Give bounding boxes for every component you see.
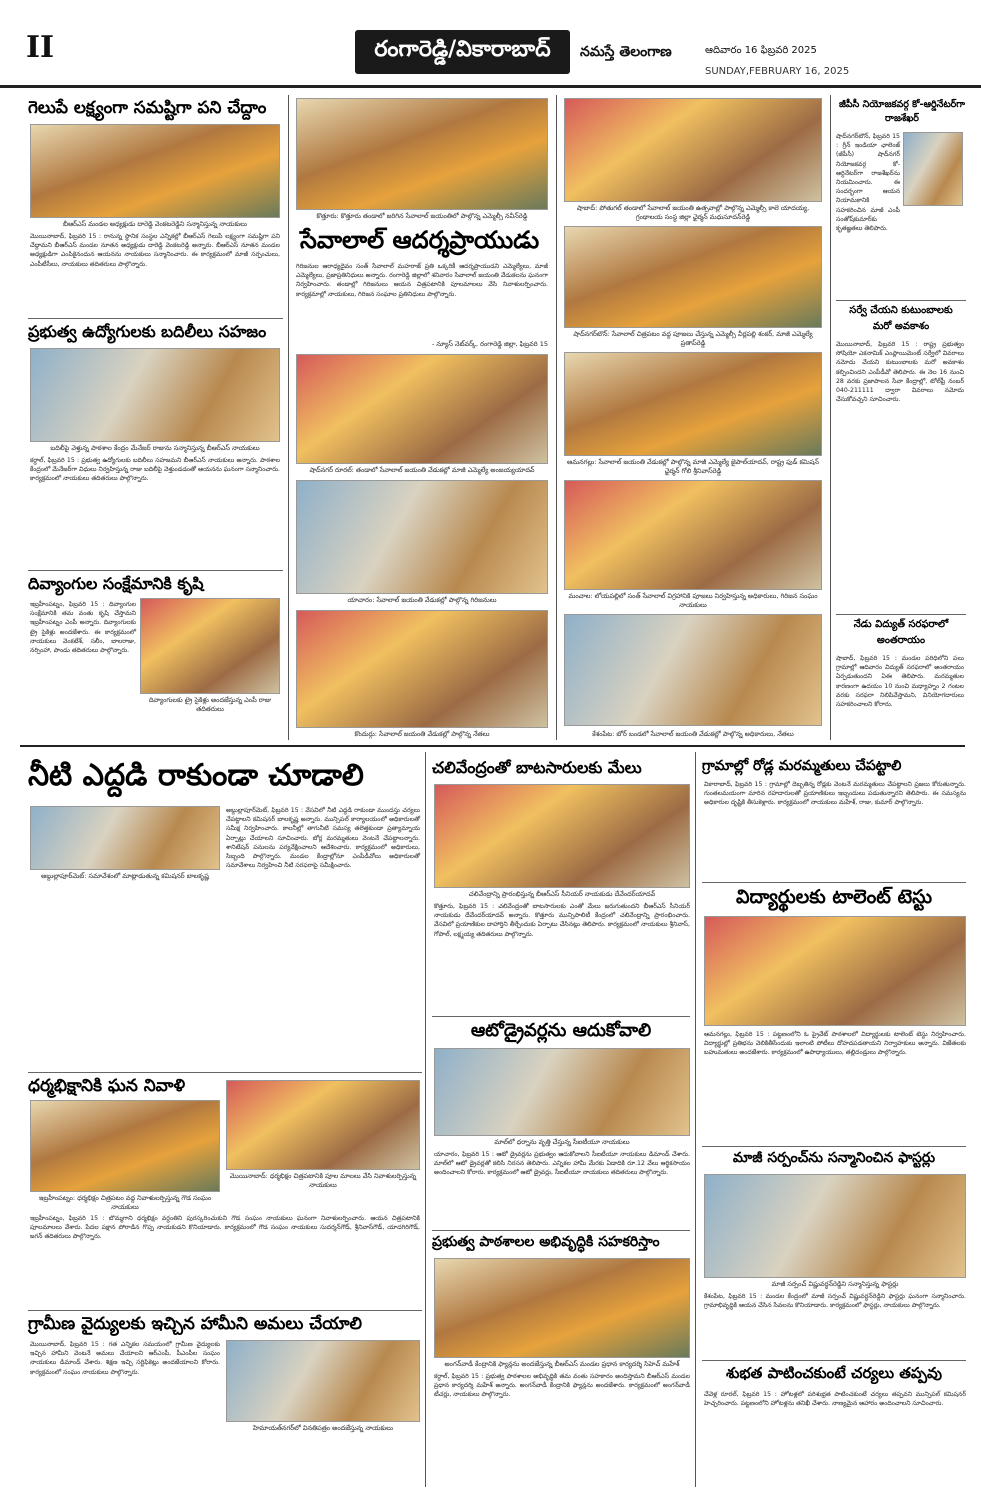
photo-ibrahimpatnam-tribute bbox=[30, 1100, 220, 1192]
article-body: చేవెళ్ల రూరల్, ఫిబ్రవరి 15 : హోటళ్లలో పరిశుభ్రత పాటించకుంటే చర్యలు తప్పవని మున్సిపల్ కమిషనర్ హెచ్చరించారు. పట్టణంలోని హోటళ్లను తనిఖీ చేశారు. నాణ్యమైన ఆహారం అందించాలని సూచించారు. bbox=[704, 1391, 966, 1408]
photo-caption: షాద్‌నగర్‌టౌన్: సేవాలాల్ చిత్రపటం వద్ద పూజలు చేస్తున్న ఎమ్మెల్సీ వీర్లపల్లి శంకర్, మాజీ ఎమ్మెల్యే ప్రతాప్‌రెడ్డి bbox=[573, 330, 813, 347]
photo-caption: యాచారం: సేవాలాల్ జయంతి వేడుకల్లో పాల్గొన్న గిరిజనులు bbox=[347, 596, 497, 604]
article-body: ఇబ్రహీంపట్నం, ఫిబ్రవరి 15 : దివ్యాంగుల సంక్షేమానికి తమ వంతు కృషి చేస్తామని ఇబ్రహీంపట్నం ఎంపీ అన్నారు. దివ్యాంగులకు ట్రై సైకిళ్లు అందజేశారు. ఈ కార్యక్రమంలో నాయకులు వెంకటేశ్, సలీం, బాలరాజు, నర్సింహా, పాండు తదితరులు పాల్గొన్నారు. bbox=[30, 601, 136, 655]
headline-road-repairs: గ్రామాల్లో రోడ్ల మరమ్మతులు చేపట్టాలి bbox=[702, 758, 902, 774]
headline-rural-doctors: గ్రామీణ వైద్యులకు ఇచ్చిన హామీని అమలు చేయాలి bbox=[28, 1314, 362, 1334]
headline-sarpanch-felicitation: మాజీ సర్పంచ్‌ను సన్మానించిన ఫాస్టర్లు bbox=[732, 1150, 936, 1166]
column-rule bbox=[556, 95, 557, 740]
article-body-continued bbox=[30, 884, 420, 1068]
photo-water-booth-opening bbox=[434, 784, 690, 888]
photo-citu-protest bbox=[434, 1048, 690, 1136]
edition-title: రంగారెడ్డి/వికారాబాద్ bbox=[355, 30, 570, 74]
photo-caption: మాజీ సర్పంచ్ విష్ణువర్ధన్‌రెడ్డిని సన్మానిస్తున్న ఫాస్టర్లు bbox=[771, 1280, 899, 1288]
photo-caption: మంచాల: లోయపల్లిలో సంత్ సేవాలాల్ విగ్రహానికి పూజలు నిర్వహిస్తున్న అధికారులు, గిరిజన సంఘం నాయకులు bbox=[568, 592, 818, 609]
photo-commissioner-meeting bbox=[30, 806, 220, 870]
headline-power-line1: నేడు విద్యుత్ సరఫరాలో bbox=[853, 619, 949, 630]
headline-survey-line2: మరో అవకాశం bbox=[872, 321, 930, 332]
headline-sevalal-ideal: సేవాలాల్ ఆదర్శప్రాయుడు bbox=[300, 226, 540, 254]
date-telugu: ఆదివారం 16 ఫిబ్రవరి 2025 bbox=[705, 45, 817, 56]
photo-yacharam bbox=[296, 480, 548, 594]
photo-caption: దివ్యాంగులకు ట్రై సైకిళ్లు అందజేస్తున్న ఎంపీ రాజు తదితరులు bbox=[148, 696, 272, 713]
photo-caption: చలివేంద్రాన్ని ప్రారంభిస్తున్న బీఆర్ఎస్ సీనియర్ నాయకుడు దేవేందర్‌యాదవ్ bbox=[468, 890, 656, 898]
headline-talent-test: విద్యార్థులకు టాలెంట్ టెస్టు bbox=[735, 886, 933, 908]
photo-caption: మొయినాబాద్: ధర్మభిక్షం చిత్రపటానికి పూల మాలలు వేసి నివాళులర్పిస్తున్న నాయకులు bbox=[229, 1172, 417, 1189]
headline-auto-drivers: ఆటోడ్రైవర్లను ఆదుకోవాలి bbox=[470, 1020, 652, 1041]
photo-pastors-felicitation bbox=[704, 1174, 966, 1278]
article-divider bbox=[432, 1230, 690, 1231]
article-body: మొయినాబాద్, ఫిబ్రవరి 15 : రాష్ట్ర ప్రభుత్వం సోషియో ఎకనామిక్ ఎంప్లాయిమెంట్ సర్వేలో వివరాలు నమోదు చేయని కుటుంబాలకు మరో అవకాశం కల్పించిందని ఎంపీడీవో తెలిపారు. ఈ నెల 16 నుంచి 28 వరకు ప్రజాపాలన సేవా కేంద్రాల్లో, టోల్‌ఫ్రీ నంబర్ 040-211111 ద్వారా వివరాలు నమోదు చేసుకోవచ్చని సూచించారు. bbox=[836, 341, 964, 404]
date-english: SUNDAY,FEBRUARY 16, 2025 bbox=[705, 66, 850, 77]
headline-gic-coordinator: జీపీసీ నియోజకవర్గ కో-ఆర్డినేటర్‌గా రాజశేఖర్ bbox=[838, 99, 966, 124]
photo-manchal bbox=[564, 480, 822, 590]
photo-caption: షాబాద్: పోతుగల్ తండాలో సేవాలాల్ జయంతి ఉత్సవాల్లో పాల్గొన్న ఎమ్మెల్సీ కాలె యాదయ్య, గ్రంథాలయ సంస్థ జిల్లా ఛైర్మన్ మధుసూదన్‌రెడ్డి bbox=[576, 204, 810, 221]
headline-water-booth: చలివేంద్రంతో బాటసారులకు మేలు bbox=[432, 758, 642, 777]
headline-disabled-welfare: దివ్యాంగుల సంక్షేమానికి కృషి bbox=[28, 574, 204, 593]
photo-talent-test-students bbox=[704, 916, 966, 1026]
photo-tricycle-distribution bbox=[140, 598, 280, 694]
page-number: II bbox=[26, 30, 55, 65]
article-divider bbox=[432, 1016, 690, 1017]
article-body: కర్ధాల్, ఫిబ్రవరి 15 : ప్రభుత్వ పాఠశాలల అభివృద్ధికి తమ వంతు సహకారం అందిస్తామని బీఆర్ఎస్ మండల ప్రధాన కార్యదర్శి మహేశ్ అన్నారు. అంగన్‌వాడీ కేంద్రానికి ఫ్యాన్లను అందజేశారు. కార్యక్రమంలో అంగన్‌వాడీ టీచర్లు, నాయకులు పాల్గొన్నారు. bbox=[434, 1373, 690, 1399]
photo-anganwadi-fans bbox=[434, 1258, 690, 1358]
article-body: కొత్తూరు, ఫిబ్రవరి 15 : చలివేంద్రంతో బాటసారులకు ఎంతో మేలు జరుగుతుందని బీఆర్ఎస్ సీనియర్ నాయకుడు దేవేందర్‌యాదవ్ అన్నారు. కొత్తూరు మున్సిపాలిటీ కేంద్రంలో చలివేంద్రాన్ని ప్రారంభించారు. వేసవిలో ప్రయాణికుల దాహార్తిని తీర్చేందుకు ఏర్పాటు చేసినట్లు తెలిపారు. కార్యక్రమంలో నాయకులు శ్రీనివాస్, గోపాల్, లక్ష్మయ్య తదితరులు పాల్గొన్నారు. bbox=[434, 903, 690, 938]
headline-survey-line1: సర్వే చేయని కుటుంబాలకు bbox=[849, 305, 953, 316]
photo-caption: అబ్దుల్లాపూర్‌మెట్: సమావేశంలో మాట్లాడుతున్న కమిషనర్ బాలకృష్ణ bbox=[41, 872, 209, 880]
photo-caption: షాద్‌నగర్ రూరల్: తండాలో సేవాలాల్ జయంతి వేడుకల్లో మాజీ ఎమ్మెల్యే అంజయ్యయాదవ్ bbox=[309, 466, 535, 474]
article-body: వికారాబాద్, ఫిబ్రవరి 15 : గ్రామాల్లో దెబ్బతిన్న రోడ్లకు వెంటనే మరమ్మతులు చేపట్టాలని ప్రజలు కోరుతున్నారు. గుంతలమయంగా మారిన రహదారులతో ప్రయాణికులు ఇబ్బందులు పడుతున్నారని తెలిపారు. ఈ సమస్యను అధికారుల దృష్టికి తీసుకెళ్లారు. కార్యక్రమంలో నాయకులు మహేశ్, రాజు, కుమార్ పాల్గొన్నారు. bbox=[704, 781, 966, 807]
article-body: యాచారం, ఫిబ్రవరి 15 : ఆటో డ్రైవర్లను ప్రభుత్వం ఆదుకోవాలని సీఐటీయూ నాయకులు డిమాండ్ చేశారు. మాల్‌లో ఆటో డ్రైవర్లతో కలిసి నిరసన తెలిపారు. ఎన్నికల హామీ మేరకు ఏడాదికి రూ.12 వేలు ఆర్థికసాయం అందించాలని కోరారు. కార్యక్రమంలో ఆటో డ్రైవర్లు, సీఐటీయూ నాయకులు తదితరులు పాల్గొన్నారు. bbox=[434, 1151, 690, 1177]
photo-keshampet bbox=[564, 614, 822, 726]
section-divider bbox=[20, 745, 965, 747]
article-divider bbox=[836, 300, 966, 301]
article-body-continued bbox=[836, 210, 964, 288]
headline-target-victory: గెలుపే లక్ష్యంగా సమష్టిగా పని చేద్దాం bbox=[28, 98, 267, 118]
article-body: గిరిజనుల ఆరాధ్యదైవం సంత్ సేవాలాల్ మహరాజ్ ప్రతి ఒక్కరికీ ఆదర్శప్రాయుడని ఎమ్మెల్యేలు, మాజీ ఎమ్మెల్యేలు, ప్రజాప్రతినిధులు అన్నారు. రంగారెడ్డి జిల్లాలో శనివారం సేవాలాల్ జయంతి వేడుకలను ఘనంగా నిర్వహించారు. తండాల్లో గిరిజనులు ఆయన చిత్రపటానికి పూలమాలలు వేసి నివాళులర్పించారు. కార్యక్రమాల్లో నాయకులు, గిరిజన సంఘాల ప్రతినిధులు పాల్గొన్నారు. bbox=[296, 263, 548, 298]
masthead bbox=[0, 0, 981, 88]
photo-moinabad-tribute bbox=[226, 1080, 420, 1170]
photo-shabad-pothugal bbox=[564, 98, 822, 202]
article-divider bbox=[28, 1310, 422, 1311]
article-body-continued bbox=[226, 1436, 420, 1486]
article-divider bbox=[28, 570, 283, 571]
column-rule bbox=[695, 752, 696, 1487]
article-divider bbox=[702, 1146, 966, 1147]
article-body: మొయినాబాద్, ఫిబ్రవరి 15 : గత ఎన్నికల సమయంలో గ్రామీణ వైద్యులకు ఇచ్చిన హామీని వెంటనే అమలు చేయాలని ఆర్ఎంపీ, పీఎంపీల సంఘం నాయకులు డిమాండ్ చేశారు. శిక్షణ ఇచ్చి సర్టిఫికెట్లు అందజేయాలని కోరారు. కార్యక్రమంలో సంఘం నాయకులు పాల్గొన్నారు. bbox=[30, 1341, 220, 1376]
headline-dharmabhiksham-tribute: ధర్మభిక్షానికి ఘన నివాళి bbox=[28, 1076, 186, 1096]
photo-amangal bbox=[564, 352, 822, 456]
column-rule bbox=[288, 95, 289, 740]
article-body: ఆమనగల్లు, ఫిబ్రవరి 15 : పట్టణంలోని ఓ ప్రైవేట్ పాఠశాలలో విద్యార్థులకు టాలెంట్ టెస్టు నిర్వహించారు. విద్యార్థుల్లో ప్రతిభను వెలికితీసేందుకు ఇలాంటి పోటీలు దోహదపడతాయని నిర్వాహకులు అన్నారు. విజేతలకు బహుమతులు అందజేశారు. కార్యక్రమంలో ఉపాధ్యాయులు, తల్లిదండ్రులు పాల్గొన్నారు. bbox=[704, 1031, 966, 1057]
photo-caption: కేశంపేట: బోర్ బండలో సేవాలాల్ జయంతి వేడుకల్లో పాల్గొన్న అధికారులు, నేతలు bbox=[592, 730, 794, 738]
photo-shadnagar-town bbox=[564, 226, 822, 328]
photo-kondurgu bbox=[296, 610, 548, 728]
article-body: మొయినాబాద్, ఫిబ్రవరి 15 : రానున్న స్థానిక సంస్థల ఎన్నికల్లో బీఆర్ఎస్ గెలుపే లక్ష్యంగా సమష్టిగా పని చేద్దామని బీఆర్ఎస్ మండల నూతన అధ్యక్షుడు దారెడ్డి వెంకటరెడ్డి అన్నారు. బీఆర్ఎస్ నూతన మండల అధ్యక్షుడిగా ఎంపికైనందున ఆయనను నాయకులు సన్మానించారు. ఈ కార్యక్రమంలో మాజీ సర్పంచులు, ఎంపీటీసీలు, నాయకులు తదితరులు పాల్గొన్నారు. bbox=[30, 233, 280, 268]
photo-caption: అంగన్‌వాడీ కేంద్రానికి ఫ్యాన్లను అందజేస్తున్న బీఆర్ఎస్ మండల ప్రధాన కార్యదర్శి సిహెచ్ మహేశ్ bbox=[444, 1360, 680, 1368]
photo-caption: ఆమనగల్లు: సేవాలాల్ జయంతి వేడుకల్లో పాల్గొన్న మాజీ ఎమ్మెల్యే జైపాల్‌యాదవ్, రాష్ట్ర ఫుడ్ కమిషన్ ఛైర్మన్ గోలి శ్రీనివాస్‌రెడ్డి bbox=[567, 458, 819, 475]
column-rule bbox=[425, 752, 426, 1487]
photo-kothur-sevalal bbox=[296, 98, 548, 210]
photo-caption: కొత్తూరు: కొత్తూరు తండాలో జరిగిన సేవాలాల్ జయంతిలో పాల్గొన్న ఎమ్మెల్సీ నవీన్‌రెడ్డి bbox=[316, 212, 528, 220]
byline: - న్యూస్ నెట్‌వర్క్, రంగారెడ్డి జిల్లా, ఫిబ్రవరి 15 bbox=[431, 340, 548, 348]
headline-hygiene-action: శుభత పాటించకుంటే చర్యలు తప్పవు bbox=[725, 1364, 942, 1382]
article-body: కేశంపేట, ఫిబ్రవరి 15 : మండల కేంద్రంలో మాజీ సర్పంచ్ విష్ణువర్ధన్‌రెడ్డిని ఫాస్టర్లు ఘనంగా సన్మానించారు. గ్రామాభివృద్ధికి ఆయన చేసిన సేవలను కొనియాడారు. కార్యక్రమంలో ఫాస్టర్లు, నాయకులు పాల్గొన్నారు. bbox=[704, 1293, 966, 1310]
photo-caption: మాల్‌లో ధర్నాను వృత్తి చేస్తున్న సీఐటీయూ నాయకులు bbox=[494, 1138, 630, 1146]
newspaper-name: నమస్తే తెలంగాణ bbox=[580, 44, 672, 60]
article-divider bbox=[28, 1072, 422, 1073]
article-body: అబ్దుల్లాపూర్‌మెట్, ఫిబ్రవరి 15 : వేసవిలో నీటి ఎద్దడి రాకుండా ముందస్తు చర్యలు చేపట్టాలని కమిషనర్ బాలకృష్ణ అన్నారు. మున్సిపల్ కార్యాలయంలో అధికారులతో సమీక్ష నిర్వహించారు. కాలనీల్లో తాగునీటి సమస్య తలెత్తకుండా ప్రత్యామ్నాయ ఏర్పాట్లు చేయాలని సూచించారు. బోర్ల మరమ్మతులు వెంటనే చేపట్టాలన్నారు. శానిటేషన్ పనులను పర్యవేక్షించాలని ఆదేశించారు. కార్యక్రమంలో అధికారులు, సిబ్బంది పాల్గొన్నారు. మండల కేంద్రాల్లోనూ ఎంపీడీవోలు అధికారులతో సమావేశాలు నిర్వహించి నీటి సరఫరాపై సమీక్షించారు. bbox=[226, 807, 420, 870]
article-divider bbox=[702, 1360, 966, 1361]
photo-transfer-felicitation bbox=[30, 348, 280, 442]
article-body: షాద్‌నగర్‌టౌన్, ఫిబ్రవరి 15 : గ్రీన్ ఇండియా ఛాలెంజ్ (జీపీసీ) షాద్‌నగర్ నియోజకవర్గ కో-ఆర్డినేటర్‌గా రాజశేఖర్‌ను నియమించారు. ఈ సందర్భంగా ఆయన నియామకానికి సహకరించిన మాజీ ఎంపీ సంతోష్‌కుమార్‌కు కృతజ్ఞతలు తెలిపారు. bbox=[836, 133, 900, 233]
article-body: కర్ధాల్, ఫిబ్రవరి 15 : ప్రభుత్వ ఉద్యోగులకు బదిలీలు సహజమని బీఆర్ఎస్ నాయకులు అన్నారు. పాఠశాల కేంద్రంలో మేనేజర్‌గా విధులు నిర్వహిస్తున్న రాజు బదిలీపై వెళ్తుండడంతో ఆయనను ఘనంగా సన్మానించారు. కార్యక్రమంలో నాయకులు తదితరులు పాల్గొన్నారు. bbox=[30, 457, 280, 483]
headline-employee-transfers: ప్రభుత్వ ఉద్యోగులకు బదిలీలు సహజం bbox=[28, 322, 267, 341]
photo-caption: ఇబ్రహీంపట్నం: ధర్మభిక్షం చిత్రపటం వద్ద నివాళులర్పిస్తున్న గౌడ సంఘం నాయకులు bbox=[38, 1194, 212, 1211]
photo-brs-leaders bbox=[30, 124, 280, 218]
headline-power-line2: అంతరాయం bbox=[876, 635, 926, 646]
article-body: షాబాద్, ఫిబ్రవరి 15 : మండల పరిధిలోని పలు గ్రామాల్లో ఆదివారం విద్యుత్ సరఫరాలో అంతరాయం ఏర్పడుతుందని ఏఈ తెలిపారు. మరమ్మతుల కారణంగా ఉదయం 10 నుంచి మధ్యాహ్నం 2 గంటల వరకు సరఫరా నిలిపివేస్తామని, వినియోగదారులు సహకరించాలని కోరారు. bbox=[836, 655, 964, 709]
photo-caption: కొందుర్గు: సేవాలాల్ జయంతి వేడుకల్లో పాల్గొన్న నేతలు bbox=[354, 730, 490, 738]
headline-govt-schools: ప్రభుత్వ పాఠశాలల అభివృద్ధికి సహకరిస్తాం bbox=[432, 1234, 660, 1250]
photo-caption: బీఆర్ఎస్ మండల అధ్యక్షుడు దారెడ్డి వెంకటరెడ్డిని సన్మానిస్తున్న నాయకులు bbox=[62, 220, 248, 228]
column-rule bbox=[830, 95, 831, 740]
article-divider bbox=[702, 882, 966, 883]
photo-caption: బదిలీపై వెళ్తున్న పాఠశాల కేంద్రం మేనేజర్ రాజును సన్మానిస్తున్న బీఆర్ఎస్ నాయకులు bbox=[50, 444, 260, 452]
photo-himayatnagar-petition bbox=[226, 1340, 420, 1422]
headline-water-scarcity: నీటి ఎద్దడి రాకుండా చూడాలి bbox=[28, 758, 364, 793]
article-divider bbox=[836, 614, 966, 615]
article-body: ఇబ్రహీంపట్నం, ఫిబ్రవరి 15 : బొమ్మగాని ధర్మభిక్షం వర్ధంతిని పురస్కరించుకుని గౌడ సంఘం నాయకులు ఘనంగా నివాళులర్పించారు. ఆయన చిత్రపటానికి పూలమాలలు వేశారు. పేదల పక్షాన పోరాడిన గొప్ప నాయకుడని కొనియాడారు. కార్యక్రమంలో గౌడ సంఘం నాయకులు సుదర్శన్‌గౌడ్, శ్రీనివాస్‌గౌడ్, యాదగిరిగౌడ్, జగన్ తదితరులు పాల్గొన్నారు. bbox=[30, 1215, 420, 1241]
article-divider bbox=[28, 318, 283, 319]
photo-rajashekar-portrait bbox=[903, 132, 963, 206]
photo-shadnagar-rural bbox=[296, 354, 548, 464]
photo-caption: హిమాయత్‌నగర్‌లో వినతిపత్రం అందజేస్తున్న నాయకులు bbox=[253, 1424, 393, 1432]
